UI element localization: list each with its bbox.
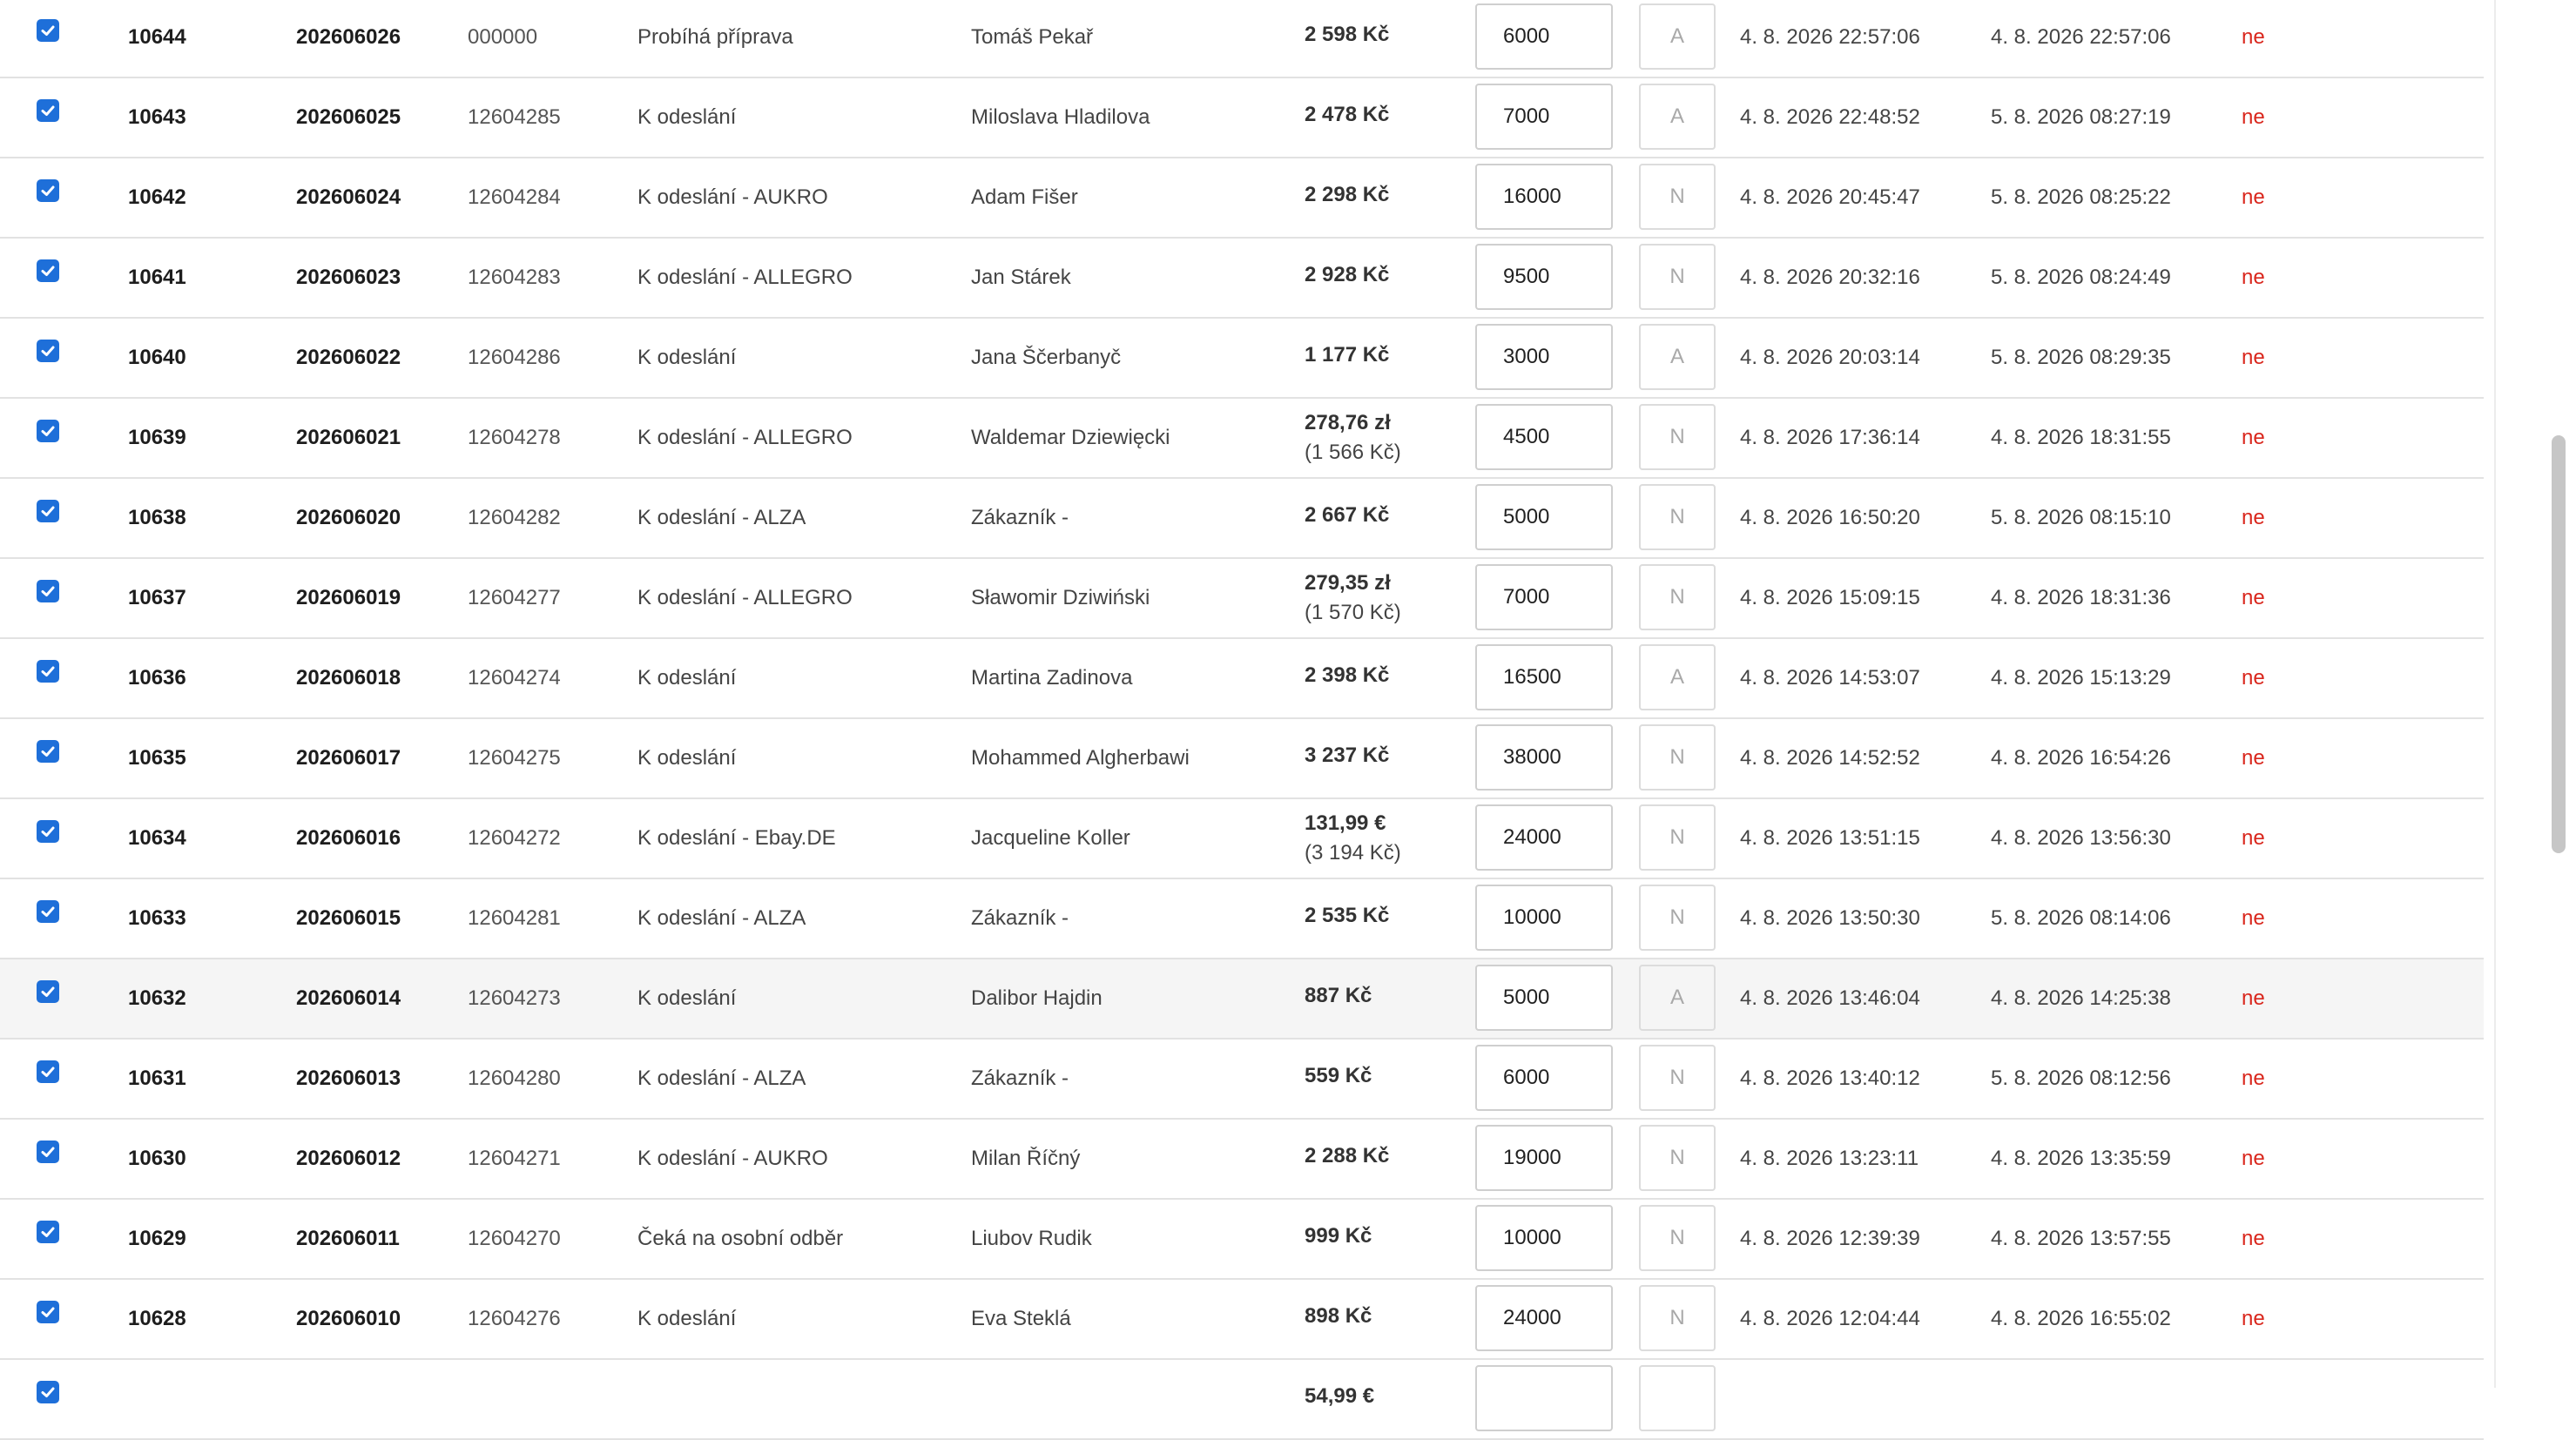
flag-toggle[interactable]: A [1639, 84, 1716, 150]
paid-status: ne [2242, 25, 2265, 49]
updated-date: 4. 8. 2026 13:56:30 [1991, 826, 2171, 850]
value-input[interactable]: 7000 [1475, 84, 1613, 150]
order-number[interactable]: 202606023 [296, 266, 401, 289]
invoice-number: 12604281 [468, 906, 561, 930]
invoice-number: 12604282 [468, 506, 561, 529]
order-id[interactable]: 10628 [128, 1307, 186, 1330]
value-input[interactable]: 10000 [1475, 1205, 1613, 1271]
row-checkbox[interactable] [37, 420, 59, 442]
created-date: 4. 8. 2026 22:48:52 [1740, 105, 1920, 129]
flag-toggle[interactable]: A [1639, 644, 1716, 710]
created-date: 4. 8. 2026 16:50:20 [1740, 506, 1920, 529]
order-number[interactable]: 202606011 [296, 1227, 400, 1250]
order-id[interactable]: 10638 [128, 506, 186, 529]
row-checkbox[interactable] [37, 1301, 59, 1323]
updated-date: 4. 8. 2026 18:31:55 [1991, 426, 2171, 449]
invoice-number: 12604286 [468, 346, 561, 369]
order-price [1305, 1200, 1372, 1278]
table-row[interactable] [0, 799, 2484, 879]
price-converted: (1 566 Kč) [1305, 441, 1401, 464]
order-id[interactable]: 10636 [128, 666, 186, 690]
paid-status: ne [2242, 185, 2265, 209]
row-checkbox[interactable] [37, 99, 59, 122]
flag-toggle[interactable]: A [1639, 3, 1716, 70]
created-date: 4. 8. 2026 20:32:16 [1740, 266, 1920, 289]
order-price [1305, 799, 1401, 878]
created-date: 4. 8. 2026 13:50:30 [1740, 906, 1920, 930]
price-main: 2 535 Kč [1305, 904, 1390, 927]
order-status: Probíhá příprava [637, 25, 793, 49]
order-id[interactable]: 10635 [128, 746, 186, 770]
paid-status: ne [2242, 346, 2265, 369]
order-price [1305, 78, 1389, 157]
order-status: K odeslání [637, 105, 737, 129]
price-main: 279,35 zł [1305, 571, 1391, 595]
updated-date: 5. 8. 2026 08:27:19 [1991, 105, 2171, 129]
value-input[interactable]: 7000 [1475, 564, 1613, 630]
created-date: 4. 8. 2026 13:46:04 [1740, 986, 1920, 1010]
price-main: 1 177 Kč [1305, 343, 1390, 367]
order-price [1305, 1120, 1389, 1198]
order-status: K odeslání - ALZA [637, 906, 806, 930]
updated-date: 4. 8. 2026 13:57:55 [1991, 1227, 2171, 1250]
customer-name: Zákazník - [971, 906, 1069, 930]
order-price [1305, 959, 1372, 1038]
row-checkbox[interactable] [37, 1141, 59, 1163]
table-row[interactable] [0, 879, 2484, 959]
order-price [1305, 559, 1401, 637]
paid-status: ne [2242, 1067, 2265, 1090]
value-input[interactable]: 5000 [1475, 965, 1613, 1031]
price-main: 2 288 Kč [1305, 1144, 1390, 1167]
order-status: K odeslání - AUKRO [637, 1147, 828, 1170]
customer-name: Eva Steklá [971, 1307, 1071, 1330]
price-main: 898 Kč [1305, 1304, 1372, 1328]
checkbox-checked-icon [37, 99, 59, 122]
updated-date: 4. 8. 2026 22:57:06 [1991, 25, 2171, 49]
customer-name: Jan Stárek [971, 266, 1071, 289]
checkbox-checked-icon [37, 179, 59, 202]
table-row[interactable] [0, 78, 2484, 158]
checkbox-checked-icon [37, 980, 59, 1003]
customer-name: Mohammed Algherbawi [971, 746, 1190, 770]
customer-name: Zákazník - [971, 1067, 1069, 1090]
invoice-number: 12604277 [468, 586, 561, 609]
checkbox-checked-icon [37, 340, 59, 362]
order-id[interactable]: 10632 [128, 986, 186, 1010]
order-price [1305, 719, 1389, 797]
value-input[interactable]: 16500 [1475, 644, 1613, 710]
invoice-number: 12604271 [468, 1147, 561, 1170]
checkbox-checked-icon [37, 1060, 59, 1083]
value-input[interactable]: 38000 [1475, 724, 1613, 791]
customer-name: Liubov Rudik [971, 1227, 1092, 1250]
flag-toggle[interactable]: A [1639, 324, 1716, 390]
updated-date: 5. 8. 2026 08:15:10 [1991, 506, 2171, 529]
invoice-number: 12604278 [468, 426, 561, 449]
customer-name: Zákazník - [971, 506, 1069, 529]
table-row[interactable] [0, 639, 2484, 719]
checkbox-checked-icon [37, 580, 59, 602]
order-status: K odeslání - Ebay.DE [637, 826, 836, 850]
checkbox-checked-icon [37, 1301, 59, 1323]
paid-status: ne [2242, 826, 2265, 850]
order-price [1305, 1360, 1374, 1438]
customer-name: Sławomir Dziwiński [971, 586, 1150, 609]
customer-name: Waldemar Dziewięcki [971, 426, 1170, 449]
created-date: 4. 8. 2026 17:36:14 [1740, 426, 1920, 449]
customer-name: Milan Říčný [971, 1147, 1081, 1170]
table-row[interactable] [0, 239, 2484, 319]
paid-status: ne [2242, 506, 2265, 529]
order-status: Čeká na osobní odběr [637, 1227, 844, 1250]
row-checkbox[interactable] [37, 900, 59, 923]
order-number[interactable]: 202606016 [296, 826, 401, 850]
paid-status: ne [2242, 906, 2265, 930]
order-number[interactable]: 202606012 [296, 1147, 401, 1170]
price-main: 2 398 Kč [1305, 663, 1390, 687]
checkbox-checked-icon [37, 740, 59, 763]
updated-date: 4. 8. 2026 18:31:36 [1991, 586, 2171, 609]
flag-toggle[interactable] [1639, 1365, 1716, 1431]
order-price [1305, 639, 1389, 717]
updated-date: 5. 8. 2026 08:14:06 [1991, 906, 2171, 930]
value-input[interactable]: 24000 [1475, 804, 1613, 871]
order-price [1305, 1280, 1372, 1358]
row-checkbox[interactable] [37, 980, 59, 1003]
updated-date: 4. 8. 2026 16:54:26 [1991, 746, 2171, 770]
value-input[interactable]: 16000 [1475, 164, 1613, 230]
table-row[interactable] [0, 1280, 2484, 1360]
updated-date: 4. 8. 2026 16:55:02 [1991, 1307, 2171, 1330]
row-checkbox[interactable] [37, 19, 59, 42]
table-row[interactable] [0, 959, 2484, 1040]
flag-toggle[interactable]: N [1639, 1045, 1716, 1111]
created-date: 4. 8. 2026 12:39:39 [1740, 1227, 1920, 1250]
row-checkbox[interactable] [37, 340, 59, 362]
row-checkbox[interactable] [37, 660, 59, 683]
paid-status: ne [2242, 266, 2265, 289]
table-row[interactable] [0, 559, 2484, 639]
customer-name: Dalibor Hajdin [971, 986, 1103, 1010]
paid-status: ne [2242, 426, 2265, 449]
paid-status: ne [2242, 586, 2265, 609]
invoice-number: 12604284 [468, 185, 561, 209]
updated-date: 4. 8. 2026 15:13:29 [1991, 666, 2171, 690]
order-id[interactable]: 10633 [128, 906, 186, 930]
table-row[interactable] [0, 1040, 2484, 1120]
paid-status: ne [2242, 1227, 2265, 1250]
value-input[interactable]: 6000 [1475, 1045, 1613, 1111]
customer-name: Jacqueline Koller [971, 826, 1130, 850]
order-price [1305, 239, 1389, 317]
flag-toggle[interactable]: N [1639, 564, 1716, 630]
invoice-number: 12604283 [468, 266, 561, 289]
order-number[interactable]: 202606025 [296, 105, 401, 129]
row-checkbox[interactable] [37, 259, 59, 282]
order-number[interactable]: 202606019 [296, 586, 401, 609]
value-input[interactable] [1475, 1365, 1613, 1431]
price-converted: (3 194 Kč) [1305, 841, 1401, 865]
table-row[interactable] [0, 719, 2484, 799]
order-id[interactable]: 10640 [128, 346, 186, 369]
price-main: 2 598 Kč [1305, 23, 1390, 46]
updated-date: 4. 8. 2026 13:35:59 [1991, 1147, 2171, 1170]
paid-status: ne [2242, 746, 2265, 770]
order-id[interactable]: 10642 [128, 185, 186, 209]
price-main: 131,99 € [1305, 811, 1386, 835]
order-number[interactable]: 202606022 [296, 346, 401, 369]
paid-status: ne [2242, 986, 2265, 1010]
price-main: 2 928 Kč [1305, 263, 1390, 286]
customer-name: Tomáš Pekař [971, 25, 1094, 49]
order-id[interactable]: 10631 [128, 1067, 186, 1090]
checkbox-checked-icon [37, 19, 59, 42]
paid-status: ne [2242, 1307, 2265, 1330]
order-id[interactable]: 10641 [128, 266, 186, 289]
price-main: 3 237 Kč [1305, 744, 1390, 767]
order-number[interactable]: 202606018 [296, 666, 401, 690]
order-price [1305, 319, 1389, 397]
updated-date: 5. 8. 2026 08:25:22 [1991, 185, 2171, 209]
row-checkbox[interactable] [37, 1381, 59, 1403]
created-date: 4. 8. 2026 12:04:44 [1740, 1307, 1920, 1330]
value-input[interactable]: 6000 [1475, 3, 1613, 70]
order-status: K odeslání - ALLEGRO [637, 266, 853, 289]
updated-date: 5. 8. 2026 08:29:35 [1991, 346, 2171, 369]
value-input[interactable]: 24000 [1475, 1285, 1613, 1351]
order-status: K odeslání - ALZA [637, 506, 806, 529]
customer-name: Adam Fišer [971, 185, 1078, 209]
price-main: 54,99 € [1305, 1384, 1375, 1408]
order-price [1305, 0, 1389, 77]
created-date: 4. 8. 2026 13:23:11 [1740, 1147, 1919, 1170]
invoice-number: 12604285 [468, 105, 561, 129]
paid-status: ne [2242, 666, 2265, 690]
order-id[interactable]: 10634 [128, 826, 186, 850]
invoice-number: 12604280 [468, 1067, 561, 1090]
table-row[interactable] [0, 319, 2484, 399]
scrollbar-thumb[interactable] [2552, 435, 2566, 853]
row-checkbox[interactable] [37, 1060, 59, 1083]
created-date: 4. 8. 2026 22:57:06 [1740, 25, 1920, 49]
created-date: 4. 8. 2026 20:45:47 [1740, 185, 1920, 209]
order-number[interactable]: 202606021 [296, 426, 401, 449]
order-id[interactable]: 10630 [128, 1147, 186, 1170]
order-status: K odeslání [637, 346, 737, 369]
paid-status: ne [2242, 1147, 2265, 1170]
value-input[interactable]: 10000 [1475, 885, 1613, 951]
invoice-number: 12604275 [468, 746, 561, 770]
table-row[interactable] [0, 158, 2484, 239]
order-price [1305, 158, 1389, 237]
order-id[interactable]: 10643 [128, 105, 186, 129]
checkbox-checked-icon [37, 1381, 59, 1403]
order-id[interactable]: 10639 [128, 426, 186, 449]
created-date: 4. 8. 2026 14:52:52 [1740, 746, 1920, 770]
value-input[interactable]: 5000 [1475, 484, 1613, 550]
row-checkbox[interactable] [37, 500, 59, 522]
row-checkbox[interactable] [37, 179, 59, 202]
order-status: K odeslání - ALZA [637, 1067, 806, 1090]
order-status: K odeslání [637, 1307, 737, 1330]
order-number[interactable]: 202606010 [296, 1307, 401, 1330]
order-number[interactable]: 202606026 [296, 25, 401, 49]
value-input[interactable]: 3000 [1475, 324, 1613, 390]
row-checkbox[interactable] [37, 820, 59, 843]
customer-name: Martina Zadinova [971, 666, 1133, 690]
order-status: K odeslání - AUKRO [637, 185, 828, 209]
customer-name: Miloslava Hladilova [971, 105, 1150, 129]
price-main: 559 Kč [1305, 1064, 1372, 1087]
created-date: 4. 8. 2026 13:51:15 [1740, 826, 1920, 850]
value-input[interactable]: 9500 [1475, 244, 1613, 310]
row-checkbox[interactable] [37, 580, 59, 602]
flag-toggle[interactable]: N [1639, 164, 1716, 230]
order-number[interactable]: 202606014 [296, 986, 401, 1010]
order-number[interactable]: 202606024 [296, 185, 401, 209]
checkbox-checked-icon [37, 1221, 59, 1243]
price-main: 2 298 Kč [1305, 183, 1390, 206]
invoice-number: 12604274 [468, 666, 561, 690]
table-row[interactable] [0, 1120, 2484, 1200]
checkbox-checked-icon [37, 660, 59, 683]
price-main: 2 478 Kč [1305, 103, 1390, 126]
order-number[interactable]: 202606013 [296, 1067, 401, 1090]
order-status: K odeslání - ALLEGRO [637, 586, 853, 609]
updated-date: 5. 8. 2026 08:12:56 [1991, 1067, 2171, 1090]
flag-toggle[interactable]: N [1639, 404, 1716, 470]
checkbox-checked-icon [37, 820, 59, 843]
checkbox-checked-icon [37, 1141, 59, 1163]
order-status: K odeslání - ALLEGRO [637, 426, 853, 449]
order-status: K odeslání [637, 986, 737, 1010]
created-date: 4. 8. 2026 15:09:15 [1740, 586, 1920, 609]
created-date: 4. 8. 2026 13:40:12 [1740, 1067, 1920, 1090]
flag-toggle[interactable]: N [1639, 484, 1716, 550]
flag-toggle[interactable]: N [1639, 1125, 1716, 1191]
price-converted: (1 570 Kč) [1305, 601, 1401, 624]
invoice-number: 12604272 [468, 826, 561, 850]
flag-toggle[interactable]: A [1639, 965, 1716, 1031]
flag-toggle[interactable]: N [1639, 1285, 1716, 1351]
order-status: K odeslání [637, 746, 737, 770]
table-row[interactable] [0, 399, 2484, 479]
price-main: 2 667 Kč [1305, 503, 1390, 527]
invoice-number: 000000 [468, 25, 538, 49]
checkbox-checked-icon [37, 420, 59, 442]
order-id[interactable]: 10637 [128, 586, 186, 609]
table-row[interactable] [0, 1200, 2484, 1280]
price-main: 999 Kč [1305, 1224, 1372, 1248]
order-price [1305, 879, 1389, 958]
value-input[interactable]: 4500 [1475, 404, 1613, 470]
checkbox-checked-icon [37, 900, 59, 923]
flag-toggle[interactable]: N [1639, 724, 1716, 791]
paid-status: ne [2242, 105, 2265, 129]
price-main: 887 Kč [1305, 984, 1372, 1007]
flag-toggle[interactable]: N [1639, 1205, 1716, 1271]
order-id[interactable]: 10644 [128, 25, 186, 49]
row-checkbox[interactable] [37, 1221, 59, 1243]
order-status: K odeslání [637, 666, 737, 690]
checkbox-checked-icon [37, 500, 59, 522]
flag-toggle[interactable]: N [1639, 804, 1716, 871]
table-row[interactable] [0, 0, 2484, 78]
updated-date: 5. 8. 2026 08:24:49 [1991, 266, 2171, 289]
created-date: 4. 8. 2026 14:53:07 [1740, 666, 1920, 690]
checkbox-checked-icon [37, 259, 59, 282]
invoice-number: 12604270 [468, 1227, 561, 1250]
order-number[interactable]: 202606017 [296, 746, 401, 770]
invoice-number: 12604273 [468, 986, 561, 1010]
updated-date: 4. 8. 2026 14:25:38 [1991, 986, 2171, 1010]
invoice-number: 12604276 [468, 1307, 561, 1330]
row-checkbox[interactable] [37, 740, 59, 763]
table-row[interactable] [0, 1360, 2484, 1440]
order-price [1305, 399, 1401, 477]
order-number[interactable]: 202606015 [296, 906, 401, 930]
price-main: 278,76 zł [1305, 411, 1391, 434]
order-price [1305, 479, 1389, 557]
table-row[interactable] [0, 479, 2484, 559]
flag-toggle[interactable]: N [1639, 244, 1716, 310]
customer-name: Jana Ščerbanyč [971, 346, 1122, 369]
value-input[interactable]: 19000 [1475, 1125, 1613, 1191]
created-date: 4. 8. 2026 20:03:14 [1740, 346, 1920, 369]
order-price [1305, 1040, 1372, 1118]
order-id[interactable]: 10629 [128, 1227, 186, 1250]
flag-toggle[interactable]: N [1639, 885, 1716, 951]
order-number[interactable]: 202606020 [296, 506, 401, 529]
